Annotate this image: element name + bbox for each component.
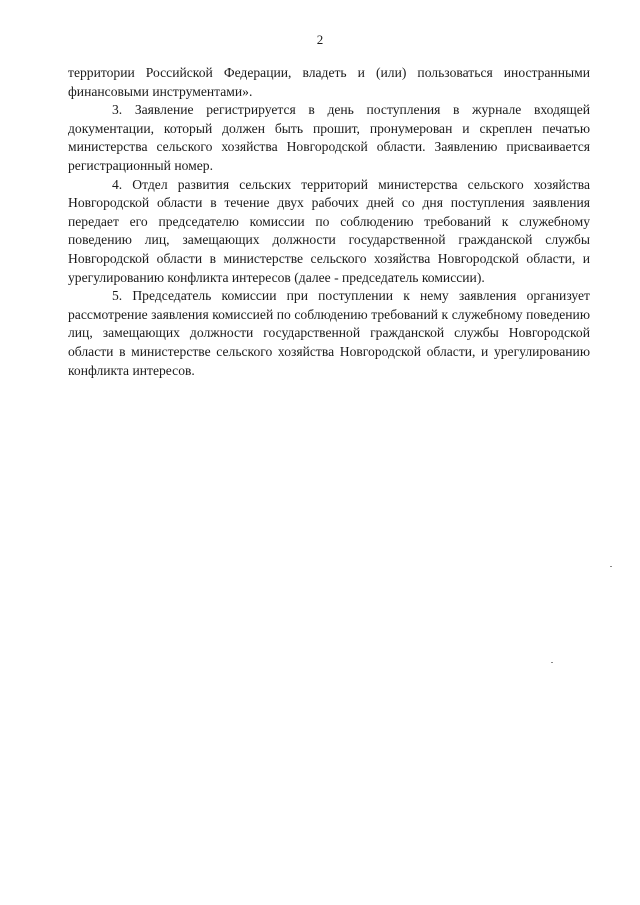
document-body [68,64,590,380]
paragraph-item-4: 4. Отдел развития сельских территорий министерства сельского хозяйства Новгородской области в течение двух рабочих дней со дня поступления заявления передает его председателю комиссии по соблюдению требований к служебному поведению лиц, замещающих должности государственной гражданской службы Новгородской области в министерстве сельского хозяйства Новгородской области, и урегулированию конфликта интересов (далее - председатель комиссии). [68,176,590,285]
paragraph-continuation: территории Российской Федерации, владеть и (или) пользоваться иностранными финансовыми инструментами». [68,65,590,99]
scan-speck [610,566,612,567]
paragraph-item-5: 5. Председатель комиссии при поступлении к нему заявления организует рассмотрение заявления комиссией по соблюдению требований к служебному поведению лиц, замещающих должности государственной гражданской службы Новгородской области в министерстве сельского хозяйства Новгородской области, и урегулированию конфликта интересов. [68,288,590,378]
page-number: 2 [316,32,324,47]
paragraph-item-3: 3. Заявление регистрируется в день поступления в журнале входящей документации, который должен быть прошит, пронумерован и скреплен печатью министерства сельского хозяйства Новгородской области. Заявлению присваивается регистрационный номер. [68,102,590,173]
scan-speck [551,662,553,663]
